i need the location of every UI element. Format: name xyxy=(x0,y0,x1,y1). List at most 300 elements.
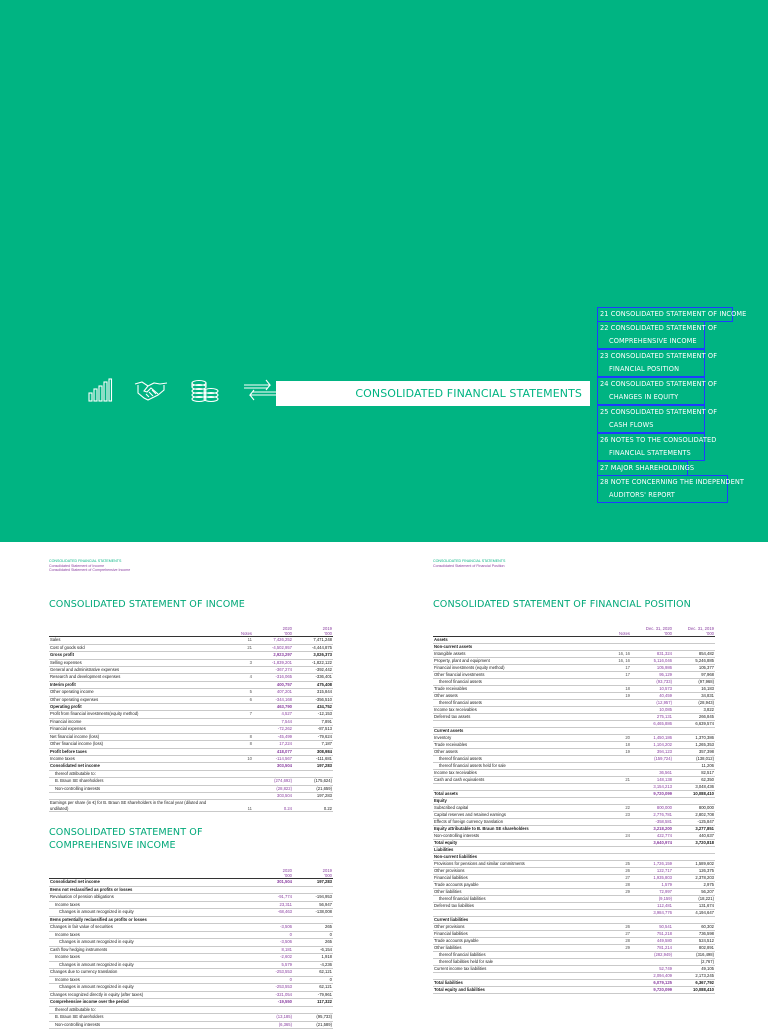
value-prior-year: 800,000 xyxy=(673,805,715,812)
row-label: Current assets xyxy=(433,728,589,735)
value-current-year: 122,717 xyxy=(631,868,673,875)
value-prior-year: (21,659) xyxy=(293,785,333,792)
table-header xyxy=(433,626,715,637)
row-note xyxy=(209,763,253,770)
value-current-year: 9,720,099 xyxy=(631,791,673,798)
row-note: 17 xyxy=(589,672,631,679)
table-row xyxy=(433,686,715,693)
income-statement-title: CONSOLIDATED STATEMENT OF INCOME xyxy=(49,599,245,610)
table-row xyxy=(433,665,715,672)
table-row xyxy=(49,763,333,770)
table-row xyxy=(433,735,715,742)
row-label: Capital reserves and retained earnings xyxy=(433,812,589,819)
row-label: thereof financial assets held for sale xyxy=(433,763,589,770)
value-current-year: 112,481 xyxy=(631,903,673,910)
row-note xyxy=(209,770,253,777)
row-note: 6 xyxy=(209,696,253,703)
row-note xyxy=(589,826,631,833)
row-label: Changes in amount recognized in equity xyxy=(49,961,209,969)
row-label: thereof financial assets xyxy=(433,679,589,686)
value-current-year: -3,506 xyxy=(253,924,293,932)
value-current-year: 72,997 xyxy=(631,889,673,896)
row-label: Changes recognized directly in equity (after taxes) xyxy=(49,991,209,999)
table-row xyxy=(49,704,333,711)
row-note xyxy=(209,931,253,939)
title-line: CONSOLIDATED STATEMENT OF xyxy=(49,827,203,838)
row-note xyxy=(209,894,253,902)
row-note: 16, 16 xyxy=(589,651,631,658)
row-note xyxy=(589,679,631,686)
row-label: Consolidated net income xyxy=(49,879,209,887)
table-row xyxy=(49,984,333,992)
row-label: Property, plant and equipment xyxy=(433,658,589,665)
row-note xyxy=(589,819,631,826)
value-prior-year: 265 xyxy=(293,924,333,932)
row-note xyxy=(589,959,631,966)
row-label: Equity xyxy=(433,798,589,805)
value-prior-year: 1,918 xyxy=(293,954,333,962)
value-prior-year xyxy=(673,798,715,805)
table-row xyxy=(49,637,333,644)
row-note: 29 xyxy=(589,945,631,952)
row-label: Income tax receivables xyxy=(433,707,589,714)
row-label: Intangible assets xyxy=(433,651,589,658)
bar-chart-icon xyxy=(88,378,112,402)
value-prior-year: (28,943) xyxy=(673,700,715,707)
value-prior-year: -138,008 xyxy=(293,909,333,917)
row-note xyxy=(209,961,253,969)
year-label: 2020 xyxy=(282,868,292,873)
value-current-year: -321,054 xyxy=(253,991,293,999)
table-row xyxy=(433,833,715,840)
value-current-year: 1,726,159 xyxy=(631,861,673,868)
row-label: Other assets xyxy=(433,749,589,756)
value-prior-year: 2,975 xyxy=(673,882,715,889)
value-current-year: 50,541 xyxy=(631,924,673,931)
table-row xyxy=(49,924,333,932)
value-prior-year: 5,246,885 xyxy=(673,658,715,665)
row-label: Changes due to currency translation xyxy=(49,969,209,977)
value-prior-year xyxy=(293,886,333,894)
row-label: Financial liabilities xyxy=(433,875,589,882)
table-row xyxy=(49,916,333,924)
toc-item-label: 25 CONSOLIDATED STATEMENT OF xyxy=(600,408,718,416)
value-prior-year: 62,121 xyxy=(293,984,333,992)
row-label: Trade receivables xyxy=(433,742,589,749)
year-2019-header xyxy=(293,868,333,879)
value-prior-year: (175,624) xyxy=(293,778,333,785)
row-note xyxy=(209,718,253,725)
value-prior-year: 265 xyxy=(293,939,333,947)
table-row xyxy=(433,847,715,854)
comprehensive-income-table xyxy=(49,868,333,1029)
value-prior-year xyxy=(673,644,715,651)
value-current-year: (12,957) xyxy=(631,700,673,707)
table-row xyxy=(49,696,333,703)
row-note xyxy=(209,991,253,999)
value-current-year: -19,550 xyxy=(253,999,293,1007)
row-note xyxy=(589,854,631,861)
value-current-year: (274,692) xyxy=(253,778,293,785)
row-label: Total liabilities xyxy=(433,980,589,987)
row-label: Income taxes xyxy=(49,755,209,762)
row-label: Consolidated net income xyxy=(49,763,209,770)
value-current-year: 831,324 xyxy=(631,651,673,658)
unit-label: '000 xyxy=(706,631,714,637)
value-prior-year: 0 xyxy=(293,931,333,939)
table-row xyxy=(433,868,715,875)
value-prior-year xyxy=(293,916,333,924)
table-row xyxy=(433,819,715,826)
value-current-year: 40,459 xyxy=(631,693,673,700)
table-row xyxy=(433,679,715,686)
value-current-year: 6,465,886 xyxy=(631,721,673,728)
value-prior-year: 475,408 xyxy=(293,681,333,688)
value-current-year: (159,724) xyxy=(631,756,673,763)
row-label: Income tax receivables xyxy=(433,770,589,777)
row-note xyxy=(589,644,631,651)
row-note xyxy=(589,847,631,854)
value-current-year: (6,365) xyxy=(253,1021,293,1029)
row-note xyxy=(209,954,253,962)
value-prior-year: 802,891 xyxy=(673,945,715,952)
table-row xyxy=(433,812,715,819)
table-row xyxy=(433,756,715,763)
table-row xyxy=(433,651,715,658)
table-row xyxy=(433,777,715,784)
row-label: Inventory xyxy=(433,735,589,742)
row-label: Financial investments (equity method) xyxy=(433,665,589,672)
date-label: Dec. 31, 2020 xyxy=(645,626,672,631)
row-note: 16, 16 xyxy=(589,658,631,665)
table-row xyxy=(49,991,333,999)
row-label: Other financial income (loss) xyxy=(49,741,209,748)
toc-item-label: 22 CONSOLIDATED STATEMENT OF xyxy=(600,324,718,332)
row-label: Operating profit xyxy=(49,704,209,711)
row-note xyxy=(589,637,631,644)
table-row xyxy=(49,726,333,733)
row-note: 24 xyxy=(589,833,631,840)
row-note xyxy=(589,896,631,903)
value-prior-year: 6,367,792 xyxy=(673,980,715,987)
date-label: Dec. 31, 2019 xyxy=(687,626,714,631)
row-label: Changes in fair value of securities xyxy=(49,924,209,932)
table-row xyxy=(433,945,715,952)
value-current-year xyxy=(631,959,673,966)
value-prior-year: 34,831 xyxy=(673,693,715,700)
table-row xyxy=(49,939,333,947)
row-label: Equity attributable to B. Braun SE shareholders xyxy=(433,826,589,833)
value-prior-year: 3,277,851 xyxy=(673,826,715,833)
value-current-year: 418,077 xyxy=(253,748,293,755)
value-prior-year: 56,207 xyxy=(673,889,715,896)
row-label: Other liabilities xyxy=(433,945,589,952)
title-line: COMPREHENSIVE INCOME xyxy=(49,840,176,851)
value-current-year xyxy=(253,1006,293,1014)
breadcrumb xyxy=(433,559,505,568)
row-note xyxy=(589,973,631,980)
row-note xyxy=(209,916,253,924)
value-prior-year: -125,847 xyxy=(673,819,715,826)
value-prior-year: (21,589) xyxy=(293,1021,333,1029)
row-note xyxy=(589,714,631,721)
value-prior-year: 197,283 xyxy=(293,792,333,799)
toc-item-26[interactable] xyxy=(597,433,717,461)
value-current-year: 17,224 xyxy=(253,741,293,748)
value-prior-year: -392,442 xyxy=(293,667,333,674)
value-current-year: 1,450,186 xyxy=(631,735,673,742)
value-current-year: 394,123 xyxy=(631,749,673,756)
row-label: Other assets xyxy=(433,693,589,700)
row-note: 7 xyxy=(209,711,253,718)
row-label: Items potentially reclassified as profits or losses xyxy=(49,916,209,924)
row-label: Earnings per share (in €) for B. Braun SE shareholders in the fiscal year (diluted and undiluted) xyxy=(49,800,209,811)
value-current-year: -253,553 xyxy=(253,969,293,977)
value-prior-year: (2,767) xyxy=(673,959,715,966)
value-prior-year: 4,194,647 xyxy=(673,910,715,917)
toc-item-sublabel: CHANGES IN EQUITY xyxy=(609,393,679,401)
value-current-year xyxy=(631,728,673,735)
table-row xyxy=(433,917,715,924)
table-row xyxy=(49,741,333,748)
row-note xyxy=(209,785,253,792)
table-row xyxy=(433,840,715,847)
value-current-year: 2,776,781 xyxy=(631,812,673,819)
row-note xyxy=(209,976,253,984)
table-row xyxy=(49,954,333,962)
value-current-year: 3,640,974 xyxy=(631,840,673,847)
table-row xyxy=(49,969,333,977)
value-prior-year: 2,802,708 xyxy=(673,812,715,819)
left-page xyxy=(0,542,384,1027)
row-label: Other provisions xyxy=(433,868,589,875)
table-row xyxy=(49,667,333,674)
row-note xyxy=(209,879,253,887)
toc-item-sublabel: FINANCIAL POSITION xyxy=(609,365,680,373)
value-current-year: (282,949) xyxy=(631,952,673,959)
exchange-arrows-icon xyxy=(242,378,278,402)
table-row xyxy=(49,659,333,666)
row-note: 28 xyxy=(589,882,631,889)
year-label: 2020 xyxy=(282,626,292,631)
row-note: 10 xyxy=(209,755,253,762)
value-current-year: 10,573 xyxy=(631,686,673,693)
row-note xyxy=(209,901,253,909)
row-label: Trade receivables xyxy=(433,686,589,693)
table-row xyxy=(433,693,715,700)
value-prior-year: -111,681 xyxy=(293,755,333,762)
value-current-year xyxy=(631,854,673,861)
value-current-year: 52,749 xyxy=(631,966,673,973)
row-note xyxy=(209,652,253,659)
value-current-year: -72,262 xyxy=(253,726,293,733)
value-prior-year: 2,378,203 xyxy=(673,875,715,882)
value-current-year: 7,544 xyxy=(253,718,293,725)
row-note xyxy=(589,700,631,707)
value-current-year: 148,138 xyxy=(631,777,673,784)
toc-item-27[interactable] xyxy=(597,461,695,476)
table-row xyxy=(433,770,715,777)
row-note: 11 xyxy=(209,637,253,644)
table-row xyxy=(433,882,715,889)
cover-title-box xyxy=(276,381,590,406)
table-row xyxy=(433,805,715,812)
row-label: thereof financial liabilities xyxy=(433,896,589,903)
row-label: Net financial income (loss) xyxy=(49,733,209,740)
value-current-year: -358,581 xyxy=(631,819,673,826)
value-current-year: 751,218 xyxy=(631,931,673,938)
value-prior-year: -79,624 xyxy=(293,733,333,740)
row-label: Other financial investments xyxy=(433,672,589,679)
breadcrumb-section: CONSOLIDATED FINANCIAL STATEMENTS xyxy=(49,559,122,563)
value-prior-year: 315,844 xyxy=(293,689,333,696)
row-label: Gross profit xyxy=(49,652,209,659)
value-current-year: 800,000 xyxy=(631,805,673,812)
row-note xyxy=(209,984,253,992)
value-prior-year: -87,513 xyxy=(293,726,333,733)
year-label: 2019 xyxy=(322,626,332,631)
value-prior-year: 126,375 xyxy=(673,868,715,875)
row-note xyxy=(589,770,631,777)
table-row xyxy=(433,903,715,910)
breadcrumb xyxy=(49,559,130,573)
row-note: 27 xyxy=(589,931,631,938)
table-row xyxy=(49,718,333,725)
value-prior-year: 736,598 xyxy=(673,931,715,938)
value-prior-year: 16,183 xyxy=(673,686,715,693)
financial-position-table xyxy=(433,626,715,994)
financial-position-title: CONSOLIDATED STATEMENT OF FINANCIAL POSITION xyxy=(433,599,691,610)
unit-label: '000 xyxy=(284,873,292,879)
table-row xyxy=(433,931,715,938)
toc-item-label: 26 NOTES TO THE CONSOLIDATED xyxy=(600,436,717,444)
value-current-year: 2,923,297 xyxy=(253,652,293,659)
row-label: Deferred tax liabilities xyxy=(433,903,589,910)
value-prior-year: 308,984 xyxy=(293,748,333,755)
row-note xyxy=(589,791,631,798)
value-current-year: 407,201 xyxy=(253,689,293,696)
row-note: 5 xyxy=(209,689,253,696)
row-note: 17 xyxy=(589,665,631,672)
row-label: Interim profit xyxy=(49,681,209,688)
value-prior-year: 62,350 xyxy=(673,777,715,784)
toc-item-23[interactable] xyxy=(597,349,718,377)
row-label: thereof liabilities held for sale xyxy=(433,959,589,966)
table-row xyxy=(49,755,333,762)
toc-item-sublabel: COMPREHENSIVE INCOME xyxy=(609,337,697,345)
row-note xyxy=(589,784,631,791)
value-prior-year: 434,752 xyxy=(293,704,333,711)
toc-item-21[interactable] xyxy=(597,307,747,322)
value-prior-year: 10,088,410 xyxy=(673,987,715,994)
comprehensive-statement-title xyxy=(49,826,203,852)
value-current-year xyxy=(631,917,673,924)
row-note xyxy=(209,946,253,954)
row-label: Income taxes xyxy=(49,901,209,909)
value-prior-year: 524,512 xyxy=(673,938,715,945)
cover-title: CONSOLIDATED FINANCIAL STATEMENTS xyxy=(355,387,582,400)
row-label: Non-controlling interests xyxy=(433,833,589,840)
income-statement-table xyxy=(49,626,333,812)
row-label: Non-controlling interests xyxy=(49,1021,209,1029)
value-prior-year xyxy=(673,917,715,924)
row-label: Trade accounts payable xyxy=(433,938,589,945)
table-row xyxy=(433,784,715,791)
row-note: 8 xyxy=(209,733,253,740)
table-row xyxy=(49,1021,333,1029)
unit-label: '000 xyxy=(324,873,332,879)
toc-item-24[interactable] xyxy=(597,377,718,405)
row-note: 18 xyxy=(589,686,631,693)
row-label: Cost of goods sold xyxy=(49,644,209,651)
value-current-year: 95,129 xyxy=(631,672,673,679)
row-label: Total assets xyxy=(433,791,589,798)
value-prior-year xyxy=(673,637,715,644)
row-label: Subscribed capital xyxy=(433,805,589,812)
row-note xyxy=(589,798,631,805)
value-prior-year: -336,401 xyxy=(293,674,333,681)
row-note xyxy=(209,726,253,733)
row-label: B. Braun SE shareholders xyxy=(49,778,209,785)
row-label: Total equity xyxy=(433,840,589,847)
toc-item-25[interactable] xyxy=(597,405,718,433)
value-prior-year: 854,482 xyxy=(673,651,715,658)
row-label: Trade accounts payable xyxy=(433,882,589,889)
unit-label: '000 xyxy=(284,631,292,637)
value-current-year: 301,504 xyxy=(253,879,293,887)
value-prior-year: (316,498) xyxy=(673,952,715,959)
value-prior-year: (18,221) xyxy=(673,896,715,903)
table-row xyxy=(433,749,715,756)
row-note: 3 xyxy=(209,659,253,666)
row-label: Total equity and liabilities xyxy=(433,987,589,994)
value-prior-year: -4,444,875 xyxy=(293,644,333,651)
row-label: Changes in amount recognized in equity xyxy=(49,939,209,947)
value-current-year: 0 xyxy=(253,976,293,984)
row-label: Revaluation of pension obligations xyxy=(49,894,209,902)
row-label xyxy=(433,910,589,917)
row-note xyxy=(589,903,631,910)
date-2019-header xyxy=(673,626,715,637)
toc-item-22[interactable] xyxy=(597,321,718,349)
value-prior-year: 7,187 xyxy=(293,741,333,748)
row-label: Other operating income xyxy=(49,689,209,696)
value-current-year: -344,168 xyxy=(253,696,293,703)
row-label: Income taxes xyxy=(49,976,209,984)
value-prior-year: 197,283 xyxy=(293,763,333,770)
value-prior-year: (95,733) xyxy=(293,1014,333,1022)
row-label: Changes in amount recognized in equity xyxy=(49,909,209,917)
row-note: 19 xyxy=(589,693,631,700)
value-prior-year: -1,822,122 xyxy=(293,659,333,666)
table-row xyxy=(49,894,333,902)
value-current-year: 1,935,803 xyxy=(631,875,673,882)
table-row xyxy=(49,689,333,696)
value-current-year: 303,504 xyxy=(253,763,293,770)
row-note xyxy=(209,667,253,674)
toc-item-28[interactable] xyxy=(597,475,745,503)
table-row xyxy=(49,770,333,777)
value-current-year: 3,154,213 xyxy=(631,784,673,791)
value-current-year: 781,214 xyxy=(631,945,673,952)
row-note xyxy=(589,987,631,994)
value-current-year: 1,104,202 xyxy=(631,742,673,749)
row-label: Provisions for pensions and similar commitments xyxy=(433,861,589,868)
value-current-year: 105,986 xyxy=(631,665,673,672)
value-current-year: 5,579 xyxy=(253,961,293,969)
row-label: Current liabilities xyxy=(433,917,589,924)
value-current-year: 36,561 xyxy=(631,770,673,777)
